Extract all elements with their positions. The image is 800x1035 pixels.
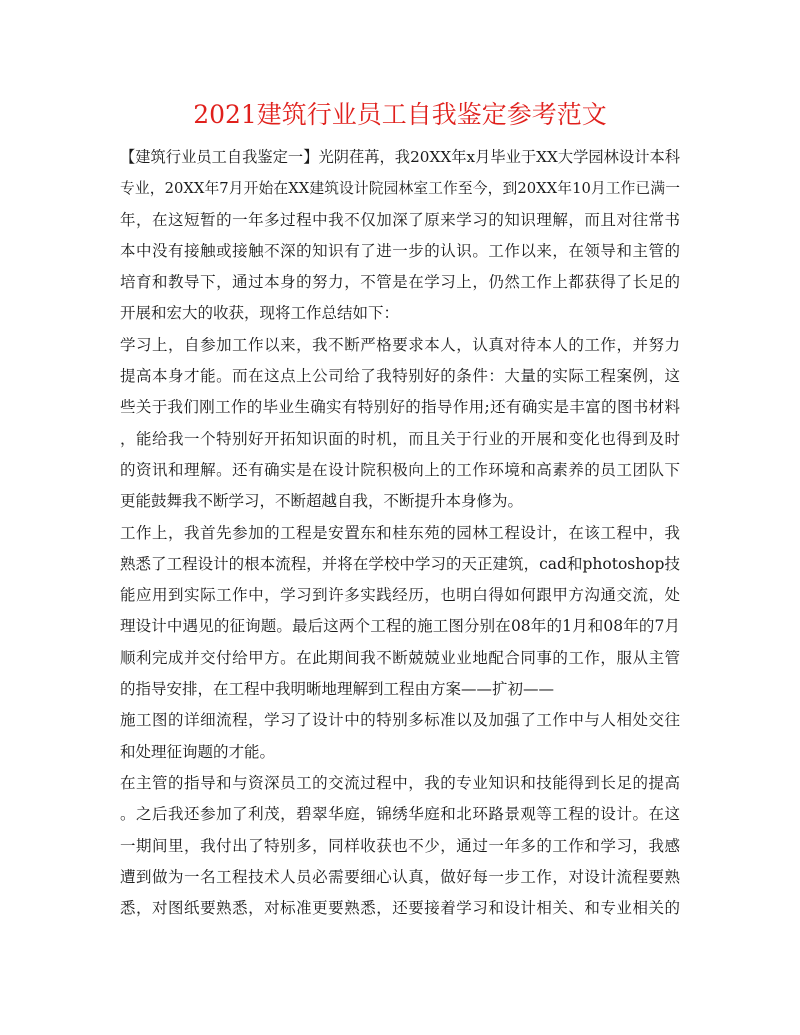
text-line: 本中没有接触或接触不深的知识有了进一步的认识。工作以来，在领导和主管的 (120, 241, 680, 260)
text-line: 遭到做为一名工程技术人员必需要细心认真，做好每一步工作，对设计流程要熟 (120, 867, 680, 886)
text-line: 施工图的详细流程，学习了设计中的特别多标准以及加强了工作中与人相处交往 (120, 711, 680, 730)
text-line: 悉，对图纸要熟悉，对标准更要熟悉，还要接着学习和设计相关、和专业相关的 (120, 899, 680, 918)
text-line: 专业，20XX年7月开始在XX建筑设计院园林室工作至今，到20XX年10月工作已满一 (120, 180, 680, 198)
text-line: 能应用到实际工作中，学习到许多实践经历，也明白得如何跟甲方沟通交流，处 (120, 586, 680, 605)
text-line: 熟悉了工程设计的根本流程，并将在学校中学习的天正建筑，cad和photoshop技 (120, 554, 680, 573)
text-line: 的资讯和理解。还有确实是在设计院积极向上的工作环境和高素养的员工团队下 (120, 460, 680, 479)
text-line: 的指导安排，在工程中我明晰地理解到工程由方案——扩初—— (120, 680, 555, 699)
text-line: 顺利完成并交付给甲方。在此期间我不断兢兢业业地配合同事的工作，服从主管 (120, 648, 680, 667)
text-line: 。之后我还参加了利茂，碧翠华庭，锦绣华庭和北环路景观等工程的设计。在这 (120, 805, 680, 824)
document-title: 2021建筑行业员工自我鉴定参考范文 (193, 100, 607, 129)
text-line: 理设计中遇见的征询题。最后这两个工程的施工图分别在08年的1月和08年的7月 (120, 617, 680, 636)
text-line: 开展和宏大的收获，现将工作总结如下： (120, 304, 400, 323)
text-line: 些关于我们刚工作的毕业生确实有特别好的指导作用;还有确实是丰富的图书材料 (120, 398, 680, 417)
text-line: 提高本身才能。而在这点上公司给了我特别好的条件：大量的实际工程案例，这 (120, 367, 680, 386)
text-line: 工作上，我首先参加的工程是安置东和桂东苑的园林工程设计，在该工程中，我 (120, 523, 680, 542)
text-line: 更能鼓舞我不断学习，不断超越自我，不断提升本身修为。 (120, 492, 524, 511)
text-line: ，能给我一个特别好开拓知识面的时机，而且关于行业的开展和变化也得到及时 (120, 429, 680, 448)
text-line: 和处理征询题的才能。 (120, 742, 276, 761)
text-line: 年，在这短暂的一年多过程中我不仅加深了原来学习的知识理解，而且对往常书 (120, 210, 680, 229)
text-line: 学习上，自参加工作以来，我不断严格要求本人，认真对待本人的工作，并努力 (120, 335, 680, 354)
text-line: 一期间里，我付出了特别多，同样收获也不少，通过一年多的工作和学习，我感 (120, 836, 680, 855)
text-line: 在主管的指导和与资深员工的交流过程中，我的专业知识和技能得到长足的提高 (120, 773, 680, 792)
text-line: 【建筑行业员工自我鉴定一】光阴荏苒，我20XX年x月毕业于XX大学园林设计本科 (120, 148, 680, 166)
document-body (120, 142, 680, 924)
text-line: 培育和教导下，通过本身的努力，不管是在学习上，仍然工作上都获得了长足的 (120, 273, 680, 292)
